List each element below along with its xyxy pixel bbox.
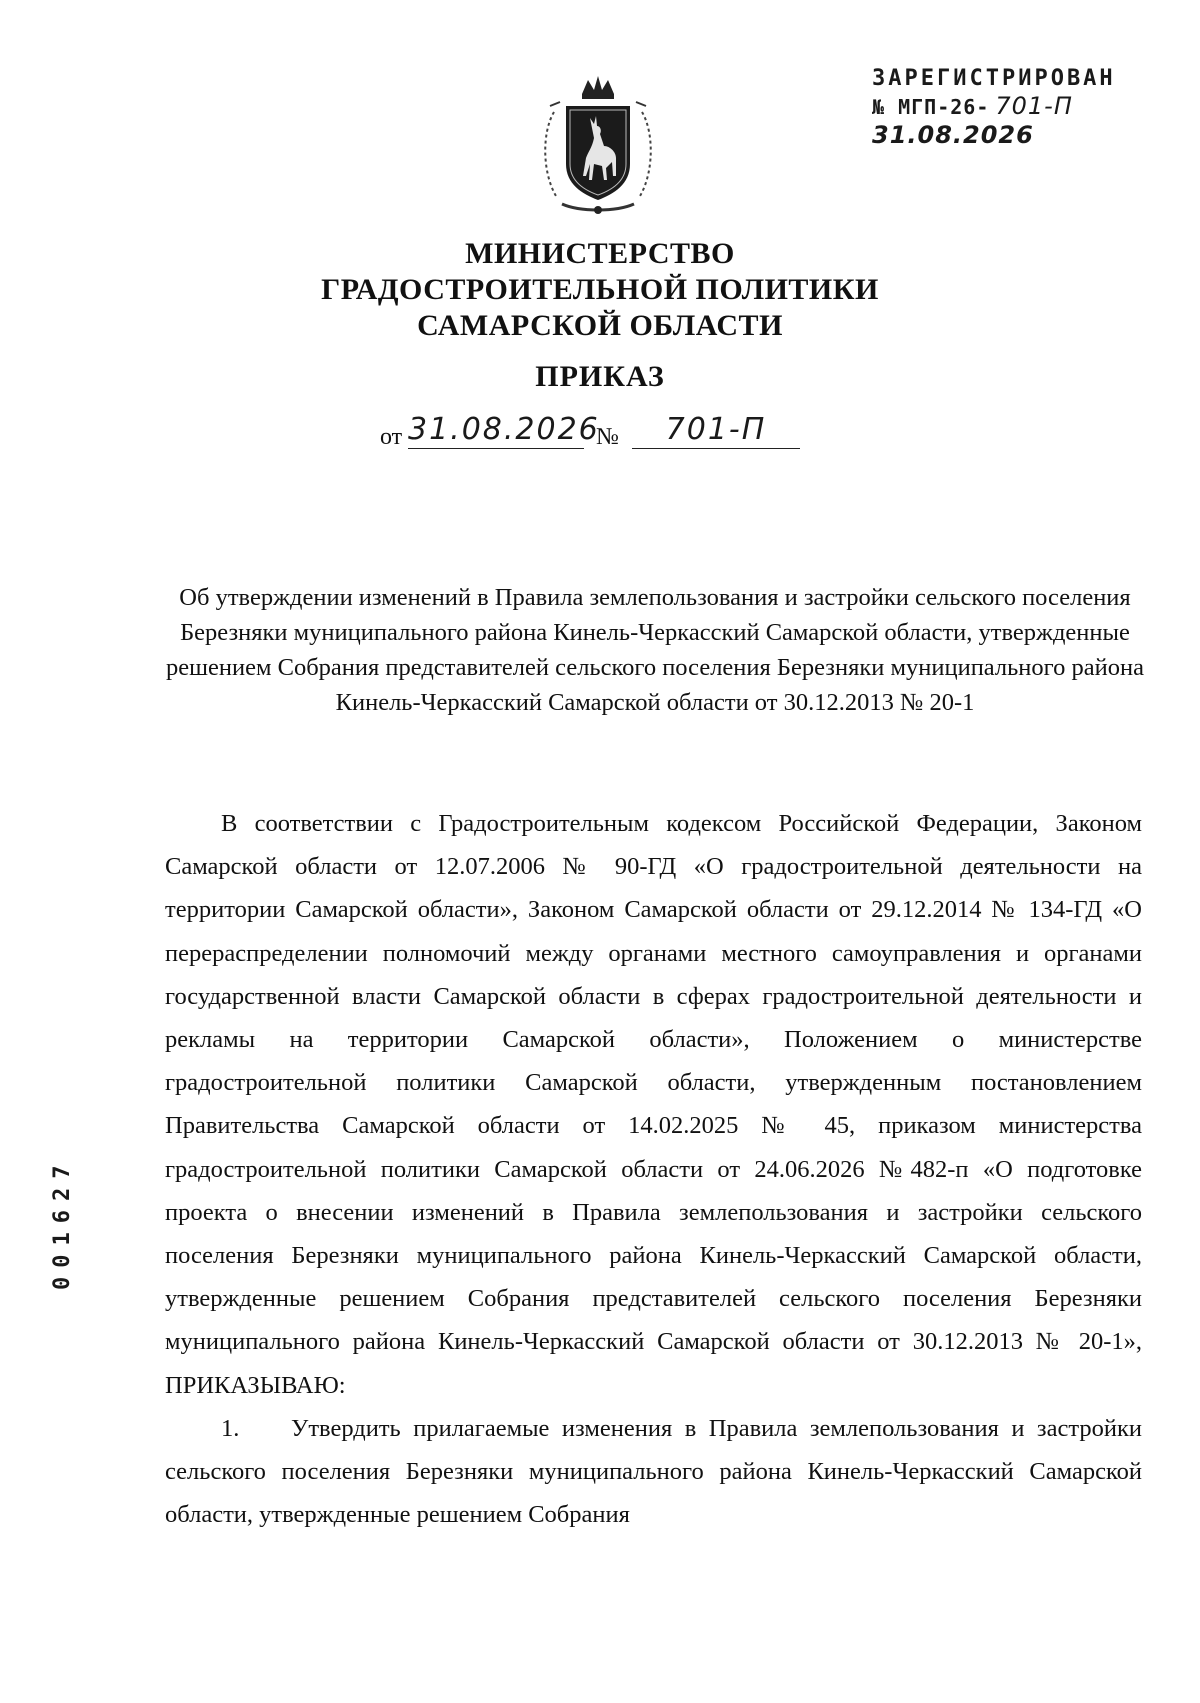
ministry-line-1: МИНИСТЕРСТВО (465, 237, 735, 270)
number-value: 701-П (632, 412, 800, 449)
stamp-date: 31.08.2026 (872, 121, 1034, 150)
date-label: от (380, 424, 403, 450)
ministry-line-3: САМАРСКОЙ ОБЛАСТИ (417, 309, 783, 342)
number-label: № (596, 424, 619, 450)
doc-type: ПРИКАЗ (535, 360, 665, 393)
samara-coat-of-arms-icon (532, 72, 664, 220)
stamp-reg-prefix: № МГП-26- (872, 95, 990, 120)
ministry-line-2: ГРАДОСТРОИТЕЛЬНОЙ ПОЛИТИКИ (321, 273, 879, 306)
ministry-header (0, 236, 1200, 344)
item-1-text: Утвердить прилагаемые изменения в Правила землепользования и застройки сельского поселения Березняки муниципального района Кинель-Черкасский Самарской области, утвержденные решением Собрания (165, 1414, 1142, 1529)
stamp-title: ЗАРЕГИСТРИРОВАН (872, 66, 1116, 91)
order-subject: Об утверждении изменений в Правила землепользования и застройки сельского поселения Березняки муниципального района Кинель-Черкасский Самарской области, утвержденные решением Собрания представителей сельского поселения Березняки муниципального района Кинель-Черкасский Самарской области от 30.12.2013 № 20-1 (166, 584, 1144, 716)
registration-stamp (872, 66, 1172, 150)
stamp-reg-line (872, 92, 1172, 121)
order-body (165, 802, 1142, 1536)
date-value: 31.08.2026 (408, 412, 600, 447)
stamp-reg-number: 701-П (995, 92, 1073, 121)
item-1-number: 1. (221, 1414, 240, 1442)
order-date-number (380, 412, 840, 456)
preamble-paragraph: В соответствии с Градостроительным кодексом Российской Федерации, Законом Самарской области от 12.07.2006 № 90-ГД «О градостроительной деятельности на территории Самарской области», Законом Самарской области от 29.12.2014 № 134-ГД «О перераспределении полномочий между органами местного самоуправления и органами государственной власти Самарской области в сферах градостроительной деятельности и рекламы на территории Самарской области», Положением о министерстве градостроительной политики Самарской области, утвержденным постановлением Правительства Самарской области от 14.02.2025 № 45, приказом министерства градостроительной политики Самарской области от 24.06.2026 №482-п «О подготовке проекта о внесении изменений в Правила землепользования и застройки сельского поселения Березняки муниципального района Кинель-Черкасский Самарской области, утвержденные решением Собрания представителей сельского поселения Березняки муниципального района Кинель-Черкасский Самарской области от 30.12.2013 № 20-1», ПРИКАЗЫВАЮ: (165, 810, 1142, 1399)
side-serial-number: 001627 (50, 1156, 75, 1290)
item-1 (165, 1407, 1142, 1537)
